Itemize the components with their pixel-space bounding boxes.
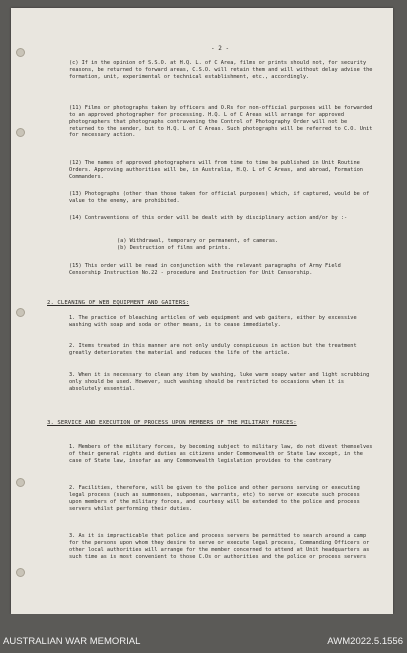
paragraph-process-2: 2. Facilities, therefore, will be given to the police and other persons serving or executing legal process (such as summonses, subpoenas, warrants, etc) to serve or execute such process upon members of the military forces, and courtesy will be extended to the police and process servers whilst performing their duties. [69,485,360,512]
institution-label: AUSTRALIAN WAR MEMORIAL [3,636,141,647]
heading-service-of-process: 3. SERVICE AND EXECUTION OF PROCESS UPON MEMBERS OF THE MILITARY FORCES: [47,420,297,426]
paragraph-cleaning-3: 3. When it is necessary to clean any item by washing, luke warm soapy water and light scrubbing only should be used. However, such washing should be restricted to occasions when it is absolutely essential. [69,372,370,392]
accession-number: AWM2022.5.1556 [327,636,403,647]
heading-cleaning-web-equipment: 2. CLEANING OF WEB EQUIPMENT AND GAITERS: [47,300,190,306]
paragraph-11: (11) Films or photographs taken by officers and O.Rs for non-official purposes will be forwarded to an approved photographer for processing. H.Q. L of C Areas will arrange for approved photographers that photographs contravening the Control of Photography Order will not be returned to the sender, but to H.Q. L of C Areas. Such photographs will be referred to C.O. Unit for necessary action. [69,105,373,139]
page-number: - 2 - [211,45,230,52]
document-page [11,8,393,614]
archive-footer [0,614,407,653]
binding-hole [16,128,25,137]
paragraph-12: (12) The names of approved photographers will from time to time be published in Unit Routine Orders. Approving authorities will be, in Australia, H.Q. L of C Areas, and abroad, Formation Commanders. [69,160,363,180]
binding-hole [16,478,25,487]
paragraph-14: (14) Contraventions of this order will be dealt with by disciplinary action and/or by :- [69,215,348,221]
binding-hole [16,568,25,577]
paragraph-13: (13) Photographs (other than those taken for official purposes) which, if captured, would be of value to the enemy, are prohibited. [69,191,370,204]
paragraph-cleaning-2: 2. Items treated in this manner are not only unduly conspicuous in action but the treatment greatly deteriorates the material and reduces the life of the article. [69,343,357,356]
paragraph-cleaning-1: 1. The practice of bleaching articles of web equipment and web gaiters, either by excessive washing with soap and soda or other means, is to cease immediately. [69,315,357,328]
binding-holes [13,8,27,614]
binding-hole [16,308,25,317]
paragraph-10c: (c) If in the opinion of S.S.O. at H.Q. L. of C Area, films or prints should not, for security reasons, be returned to forward areas, C.S.O. will retain them and will without delay advise the formation, unit, experimental or technical establishment, etc., accordingly. [69,60,373,80]
paragraph-14-items: (a) Withdrawal, temporary or permanent, of cameras. (b) Destruction of films and prints. [117,238,279,251]
paragraph-15: (15) This order will be read in conjunction with the relevant paragraphs of Army Field Censorship Instruction No.22 - procedure and Instruction for Unit Censorship. [69,263,341,276]
binding-hole [16,48,25,57]
paragraph-process-1: 1. Members of the military forces, by becoming subject to military law, do not divest themselves of their general rights and duties as citizens under Commonwealth or State law except, in the case of State law, insofar as any Commonwealth legislation provides to the contrary [69,444,373,464]
paragraph-process-3: 3. As it is impracticable that police and process servers be permitted to search around a camp for the persons upon whom they desire to serve or execute legal process, Commanding Officers or other local authorities will arrange for the member concerned to attend at Unit headquarters as such time as is most convenient to those C.Os or authorities and the police or process servers [69,533,370,560]
